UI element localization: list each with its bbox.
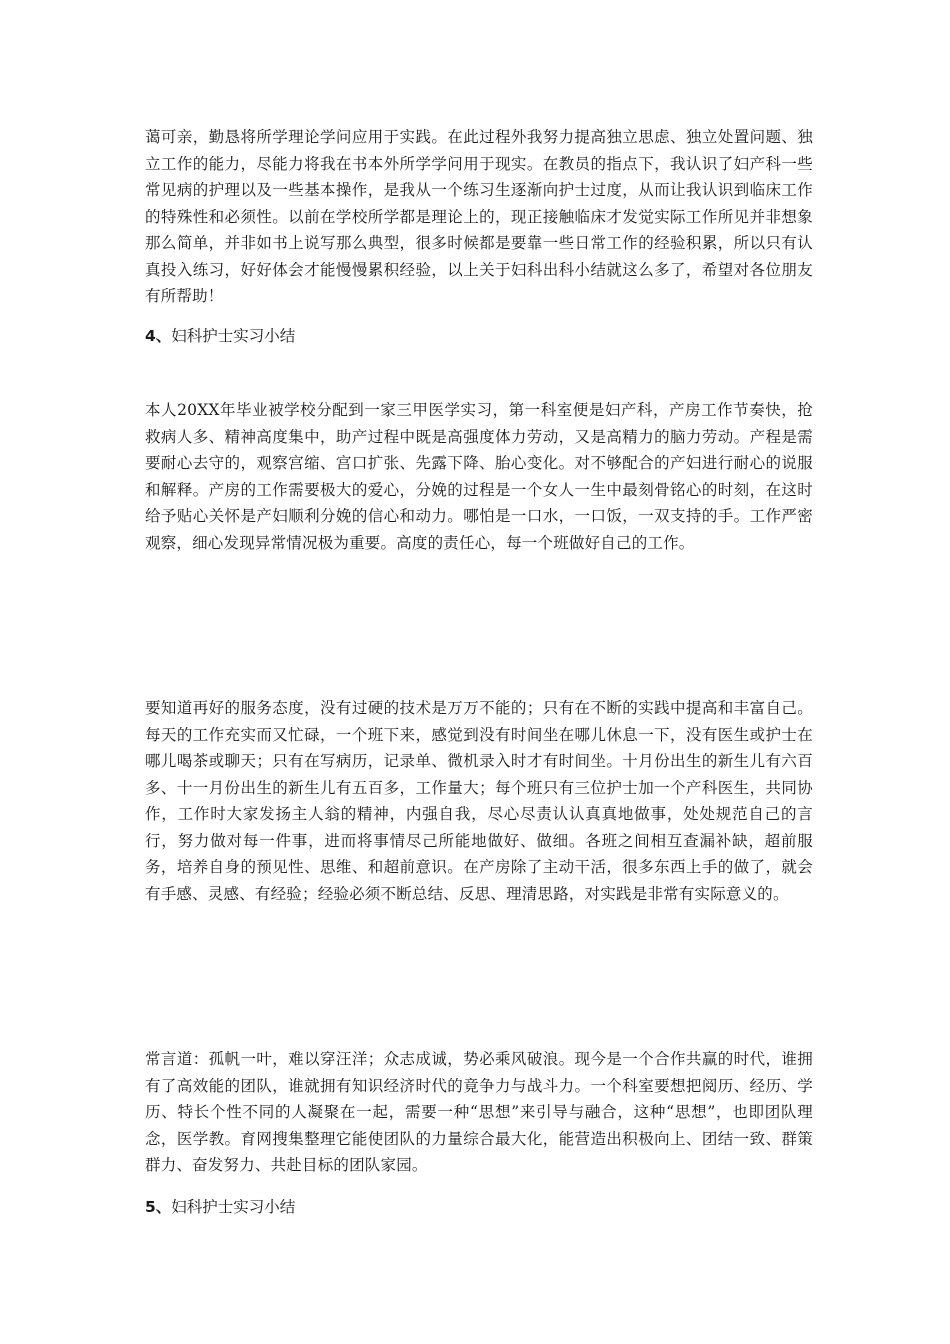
section-title: 妇科护士实习小结 [171,1198,296,1216]
section-heading-5 [145,1194,295,1220]
paragraph-delivery-room: 本人20XX年毕业被学校分配到一家三甲医学实习，第一科室便是妇产科，产房工作节奏快，抢救病人多、精神高度集中，助产过程中既是高强度体力劳动，又是高精力的脑力劳动。产程是需要耐心去守的，观察宫缩、宫口扩张、先露下降、胎心变化。对不够配合的产妇进行耐心的说服和解释。产房的工作需要极大的爱心，分娩的过程是一个女人一生中最刻骨铭心的时刻，在这时给予贴心关怀是产妇顺利分娩的信心和动力。哪怕是一口水，一口饭，一双支持的手。工作严密观察，细心发现异常情况极为重要。高度的责任心，每一个班做好自己的工作。 [145,401,813,552]
section-number: 4、 [145,327,172,345]
paragraph-teamwork: 常言道：孤帆一叶，难以穿汪洋；众志成诚，势必乘风破浪。现今是一个合作共赢的时代，谁拥有了高效能的团队，谁就拥有知识经济时代的竟争力与战斗力。一个科室要想把阅历、经历、学历、特长个性不同的人凝聚在一起，需要一种“思想”来引导与融合，这种“思想”，也即团队理念，医学教。育网搜集整理它能使团队的力量综合最大化，能营造出积极向上、团结一致、群策群力、奋发努力、共赴目标的团队家园。 [145,1050,813,1174]
paragraph-service-skills: 要知道再好的服务态度，没有过硬的技术是万万不能的；只有在不断的实践中提高和丰富自己。每天的工作充实而又忙碌，一个班下来，感觉到没有时间坐在哪儿休息一下，没有医生或护士在哪儿喝茶或聊天；只有在写病历，记录单、微机录入时才有时间坐。十月份出生的新生儿有六百多、十一月份出生的新生儿有五百多，工作量大；每个班只有三位护士加一个产科医生，共同协作，工作时大家发扬主人翁的精神，内强自我，尽心尽责认认真真地做事，处处规范自己的言行，努力做对每一件事，进而将事情尽己所能地做好、做细。各班之间相互查漏补缺，超前服务，培养自身的预见性、思维、和超前意识。在产房除了主动干活，很多东西上手的做了，就会有手感、灵感、有经验；经验必须不断总结、反思、理清思路，对实践是非常有实际意义的。 [145,699,813,903]
section-title: 妇科护士实习小结 [171,327,296,345]
section-number: 5、 [145,1198,172,1216]
paragraph-intro-continuation: 蔼可亲，勤恳将所学理论学问应用于实践。在此过程外我努力提高独立思虑、独立处置问题、独立工作的能力，尽能力将我在书本外所学学问用于现实。在教员的指点下，我认识了妇产科一些常见病的护理以及一些基本操作，是我从一个练习生逐渐向护士过度，从而让我认识到临床工作的特殊性和必须性。以前在学校所学都是理论上的，现正接触临床才发觉实际工作所见并非想象那么简单，并非如书上说写那么典型，很多时候都是要靠一些日常工作的经验积累，所以只有认真投入练习，好好体会才能慢慢累积经验，以上关于妇科出科小结就这么多了，希望对各位朋友有所帮助！ [145,128,813,305]
section-heading-4 [145,323,295,349]
